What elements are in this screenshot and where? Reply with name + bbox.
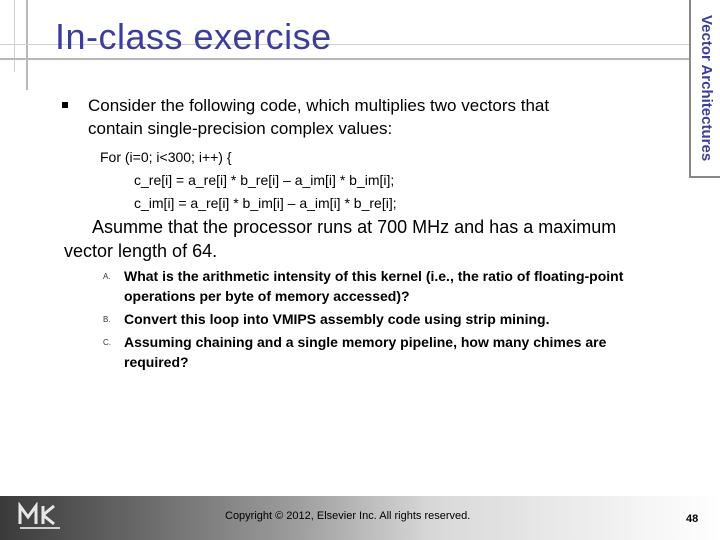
assumption-line-1: Asumme that the processor runs at 700 MHz and has a maximum [92, 217, 617, 237]
publisher-logo-icon [18, 502, 74, 532]
question-c-line-2: required? [124, 354, 189, 370]
code-line-3: c_im[i] = a_re[i] * b_im[i] – a_im[i] * b_re[i]; [134, 195, 397, 211]
question-c [124, 332, 606, 372]
question-b [124, 309, 550, 329]
question-a-line-1: What is the arithmetic intensity of this kernel (i.e., the ratio of floating-point [124, 268, 624, 284]
question-b-line-1: Convert this loop into VMIPS assembly code using strip mining. [124, 311, 550, 327]
section-label: Vector Architectures [698, 14, 715, 162]
question-letter-c: C. [103, 338, 111, 347]
intro-text [88, 94, 549, 140]
decorative-line [26, 0, 28, 90]
question-letter-a: A. [103, 272, 111, 281]
assumption-line-2: vector length of 64. [64, 241, 218, 261]
code-line-1: For (i=0; i<300; i++) { [100, 149, 232, 165]
question-c-line-1: Assuming chaining and a single memory pipeline, how many chimes are [124, 334, 607, 350]
intro-line-2: contain single-precision complex values: [88, 119, 393, 138]
decorative-line [14, 0, 15, 72]
section-tab [689, 0, 720, 178]
question-a [124, 266, 623, 306]
intro-line-1: Consider the following code, which multiplies two vectors that [88, 96, 550, 115]
page-number: 48 [686, 513, 699, 525]
question-a-line-2: operations per byte of memory accessed)? [124, 288, 410, 304]
decorative-line [0, 58, 690, 60]
bullet-square-icon [62, 102, 68, 108]
footer-bar [0, 496, 720, 540]
slide-title: In-class exercise [55, 16, 332, 57]
copyright-text: Copyright © 2012, Elsevier Inc. All rights reserved. [225, 510, 471, 522]
code-line-2: c_re[i] = a_re[i] * b_re[i] – a_im[i] * b_im[i]; [134, 172, 395, 188]
question-letter-b: B. [103, 315, 111, 324]
